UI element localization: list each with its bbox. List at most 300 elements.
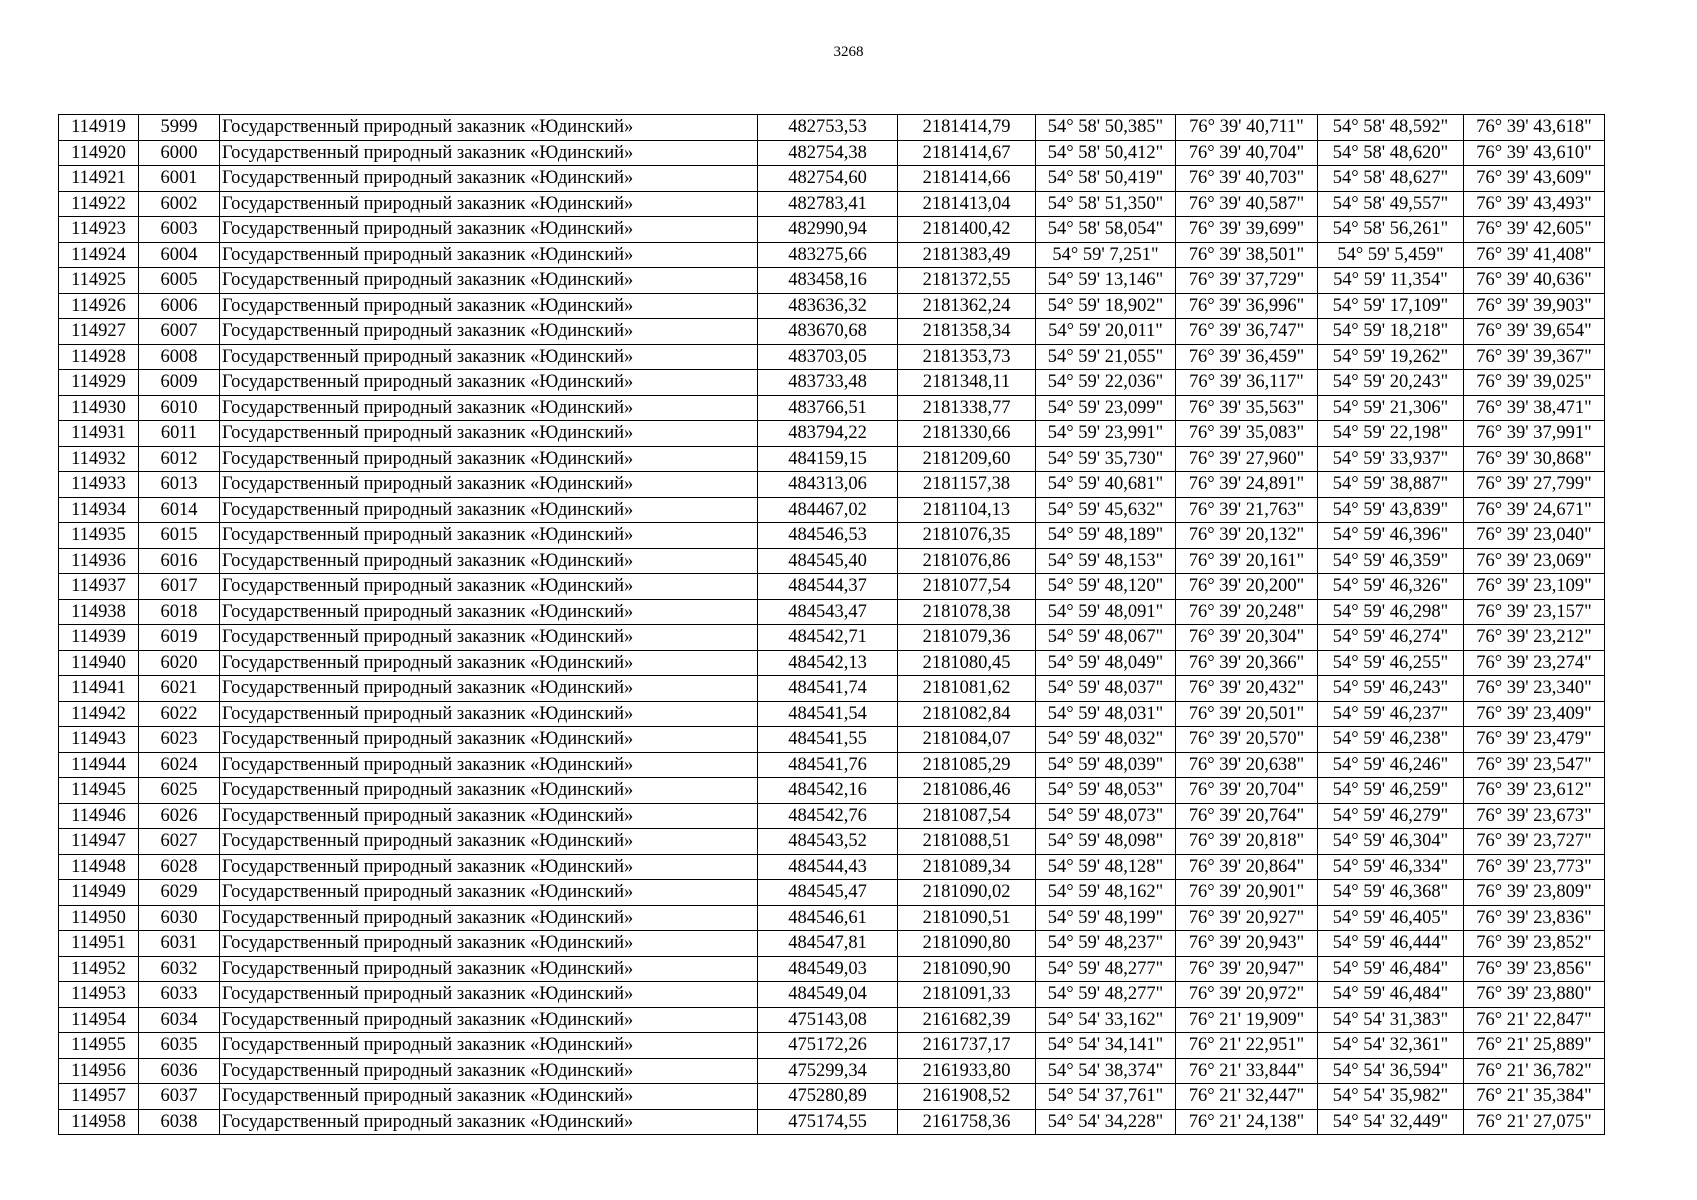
x-coordinate-cell: 484542,71 — [758, 625, 898, 651]
table-row — [59, 1109, 1605, 1135]
longitude-1-cell: 76° 39' 20,366" — [1176, 650, 1318, 676]
latitude-1-cell: 54° 59' 48,277" — [1036, 956, 1176, 982]
table-row — [59, 701, 1605, 727]
latitude-2-cell: 54° 58' 48,592" — [1318, 115, 1464, 141]
latitude-2-cell: 54° 59' 46,259" — [1318, 778, 1464, 804]
latitude-1-cell: 54° 59' 48,189" — [1036, 523, 1176, 549]
latitude-2-cell: 54° 59' 46,279" — [1318, 803, 1464, 829]
longitude-1-cell: 76° 39' 35,083" — [1176, 421, 1318, 447]
object-name-cell: Государственный природный заказник «Юдинский» — [220, 166, 758, 192]
row-number-cell: 114922 — [59, 191, 139, 217]
longitude-1-cell: 76° 39' 20,570" — [1176, 727, 1318, 753]
row-number-cell: 114945 — [59, 778, 139, 804]
y-coordinate-cell: 2181338,77 — [898, 395, 1036, 421]
y-coordinate-cell: 2161682,39 — [898, 1007, 1036, 1033]
longitude-2-cell: 76° 21' 22,847" — [1464, 1007, 1605, 1033]
longitude-2-cell: 76° 39' 23,479" — [1464, 727, 1605, 753]
table-row — [59, 217, 1605, 243]
longitude-1-cell: 76° 39' 20,972" — [1176, 982, 1318, 1008]
y-coordinate-cell: 2181090,51 — [898, 905, 1036, 931]
latitude-1-cell: 54° 59' 18,902" — [1036, 293, 1176, 319]
longitude-1-cell: 76° 39' 20,901" — [1176, 880, 1318, 906]
longitude-1-cell: 76° 39' 40,711" — [1176, 115, 1318, 141]
latitude-2-cell: 54° 59' 46,444" — [1318, 931, 1464, 957]
object-name-cell: Государственный природный заказник «Юдинский» — [220, 574, 758, 600]
latitude-1-cell: 54° 59' 13,146" — [1036, 268, 1176, 294]
latitude-1-cell: 54° 59' 23,991" — [1036, 421, 1176, 447]
row-number-cell: 114925 — [59, 268, 139, 294]
longitude-1-cell: 76° 39' 20,638" — [1176, 752, 1318, 778]
row-number-cell: 114941 — [59, 676, 139, 702]
point-number-cell: 6003 — [139, 217, 220, 243]
longitude-2-cell: 76° 39' 39,367" — [1464, 344, 1605, 370]
latitude-2-cell: 54° 58' 56,261" — [1318, 217, 1464, 243]
latitude-1-cell: 54° 59' 7,251" — [1036, 242, 1176, 268]
point-number-cell: 6023 — [139, 727, 220, 753]
object-name-cell: Государственный природный заказник «Юдинский» — [220, 931, 758, 957]
longitude-2-cell: 76° 21' 35,384" — [1464, 1084, 1605, 1110]
longitude-2-cell: 76° 39' 23,727" — [1464, 829, 1605, 855]
longitude-2-cell: 76° 39' 43,493" — [1464, 191, 1605, 217]
object-name-cell: Государственный природный заказник «Юдинский» — [220, 472, 758, 498]
longitude-1-cell: 76° 39' 20,304" — [1176, 625, 1318, 651]
y-coordinate-cell: 2181414,66 — [898, 166, 1036, 192]
row-number-cell: 114954 — [59, 1007, 139, 1033]
latitude-2-cell: 54° 59' 46,237" — [1318, 701, 1464, 727]
point-number-cell: 6017 — [139, 574, 220, 600]
latitude-2-cell: 54° 59' 46,304" — [1318, 829, 1464, 855]
longitude-2-cell: 76° 39' 37,991" — [1464, 421, 1605, 447]
latitude-1-cell: 54° 59' 48,053" — [1036, 778, 1176, 804]
longitude-2-cell: 76° 39' 23,856" — [1464, 956, 1605, 982]
point-number-cell: 6028 — [139, 854, 220, 880]
point-number-cell: 6011 — [139, 421, 220, 447]
point-number-cell: 6013 — [139, 472, 220, 498]
latitude-1-cell: 54° 59' 48,162" — [1036, 880, 1176, 906]
latitude-2-cell: 54° 59' 22,198" — [1318, 421, 1464, 447]
latitude-1-cell: 54° 58' 50,385" — [1036, 115, 1176, 141]
longitude-1-cell: 76° 39' 20,818" — [1176, 829, 1318, 855]
latitude-2-cell: 54° 58' 49,557" — [1318, 191, 1464, 217]
table-row — [59, 905, 1605, 931]
x-coordinate-cell: 484545,40 — [758, 548, 898, 574]
object-name-cell: Государственный природный заказник «Юдинский» — [220, 497, 758, 523]
object-name-cell: Государственный природный заказник «Юдинский» — [220, 523, 758, 549]
x-coordinate-cell: 484542,76 — [758, 803, 898, 829]
table-row — [59, 880, 1605, 906]
longitude-1-cell: 76° 39' 36,996" — [1176, 293, 1318, 319]
table-row — [59, 574, 1605, 600]
table-row — [59, 931, 1605, 957]
object-name-cell: Государственный природный заказник «Юдинский» — [220, 242, 758, 268]
table-row — [59, 778, 1605, 804]
latitude-1-cell: 54° 54' 33,162" — [1036, 1007, 1176, 1033]
y-coordinate-cell: 2181372,55 — [898, 268, 1036, 294]
longitude-2-cell: 76° 39' 23,773" — [1464, 854, 1605, 880]
longitude-2-cell: 76° 39' 43,618" — [1464, 115, 1605, 141]
point-number-cell: 6022 — [139, 701, 220, 727]
latitude-1-cell: 54° 59' 23,099" — [1036, 395, 1176, 421]
row-number-cell: 114946 — [59, 803, 139, 829]
latitude-2-cell: 54° 59' 18,218" — [1318, 319, 1464, 345]
longitude-2-cell: 76° 39' 23,212" — [1464, 625, 1605, 651]
x-coordinate-cell: 484544,43 — [758, 854, 898, 880]
table-row — [59, 829, 1605, 855]
object-name-cell: Государственный природный заказник «Юдинский» — [220, 548, 758, 574]
x-coordinate-cell: 475143,08 — [758, 1007, 898, 1033]
x-coordinate-cell: 482754,38 — [758, 140, 898, 166]
table-row — [59, 191, 1605, 217]
row-number-cell: 114938 — [59, 599, 139, 625]
longitude-2-cell: 76° 39' 23,673" — [1464, 803, 1605, 829]
longitude-1-cell: 76° 39' 20,132" — [1176, 523, 1318, 549]
object-name-cell: Государственный природный заказник «Юдинский» — [220, 727, 758, 753]
table-row — [59, 956, 1605, 982]
longitude-2-cell: 76° 39' 43,609" — [1464, 166, 1605, 192]
point-number-cell: 6007 — [139, 319, 220, 345]
latitude-1-cell: 54° 59' 48,098" — [1036, 829, 1176, 855]
point-number-cell: 6012 — [139, 446, 220, 472]
y-coordinate-cell: 2181358,34 — [898, 319, 1036, 345]
row-number-cell: 114920 — [59, 140, 139, 166]
table-row — [59, 242, 1605, 268]
point-number-cell: 6036 — [139, 1058, 220, 1084]
x-coordinate-cell: 483275,66 — [758, 242, 898, 268]
longitude-1-cell: 76° 39' 20,248" — [1176, 599, 1318, 625]
longitude-2-cell: 76° 21' 36,782" — [1464, 1058, 1605, 1084]
table-row — [59, 446, 1605, 472]
longitude-1-cell: 76° 39' 40,704" — [1176, 140, 1318, 166]
table-row — [59, 752, 1605, 778]
point-number-cell: 6029 — [139, 880, 220, 906]
longitude-1-cell: 76° 21' 22,951" — [1176, 1033, 1318, 1059]
object-name-cell: Государственный природный заказник «Юдинский» — [220, 1058, 758, 1084]
point-number-cell: 6014 — [139, 497, 220, 523]
latitude-1-cell: 54° 59' 48,039" — [1036, 752, 1176, 778]
latitude-1-cell: 54° 58' 50,419" — [1036, 166, 1176, 192]
y-coordinate-cell: 2181076,35 — [898, 523, 1036, 549]
page-number: 3268 — [833, 44, 864, 60]
longitude-1-cell: 76° 39' 36,747" — [1176, 319, 1318, 345]
y-coordinate-cell: 2181081,62 — [898, 676, 1036, 702]
point-number-cell: 6000 — [139, 140, 220, 166]
table-row — [59, 650, 1605, 676]
row-number-cell: 114923 — [59, 217, 139, 243]
y-coordinate-cell: 2161737,17 — [898, 1033, 1036, 1059]
latitude-2-cell: 54° 58' 48,620" — [1318, 140, 1464, 166]
y-coordinate-cell: 2181157,38 — [898, 472, 1036, 498]
point-number-cell: 6008 — [139, 344, 220, 370]
row-number-cell: 114921 — [59, 166, 139, 192]
row-number-cell: 114939 — [59, 625, 139, 651]
x-coordinate-cell: 484541,74 — [758, 676, 898, 702]
point-number-cell: 6015 — [139, 523, 220, 549]
object-name-cell: Государственный природный заказник «Юдинский» — [220, 344, 758, 370]
latitude-2-cell: 54° 59' 46,405" — [1318, 905, 1464, 931]
x-coordinate-cell: 483670,68 — [758, 319, 898, 345]
longitude-2-cell: 76° 39' 27,799" — [1464, 472, 1605, 498]
row-number-cell: 114919 — [59, 115, 139, 141]
point-number-cell: 6027 — [139, 829, 220, 855]
latitude-1-cell: 54° 54' 34,141" — [1036, 1033, 1176, 1059]
table-row — [59, 421, 1605, 447]
table-row — [59, 293, 1605, 319]
row-number-cell: 114930 — [59, 395, 139, 421]
table-row — [59, 625, 1605, 651]
latitude-2-cell: 54° 59' 46,359" — [1318, 548, 1464, 574]
latitude-2-cell: 54° 54' 35,982" — [1318, 1084, 1464, 1110]
table-row — [59, 319, 1605, 345]
x-coordinate-cell: 484542,13 — [758, 650, 898, 676]
object-name-cell: Государственный природный заказник «Юдинский» — [220, 421, 758, 447]
point-number-cell: 6018 — [139, 599, 220, 625]
y-coordinate-cell: 2181080,45 — [898, 650, 1036, 676]
row-number-cell: 114943 — [59, 727, 139, 753]
longitude-1-cell: 76° 39' 20,161" — [1176, 548, 1318, 574]
longitude-2-cell: 76° 39' 23,836" — [1464, 905, 1605, 931]
object-name-cell: Государственный природный заказник «Юдинский» — [220, 191, 758, 217]
y-coordinate-cell: 2181077,54 — [898, 574, 1036, 600]
y-coordinate-cell: 2181330,66 — [898, 421, 1036, 447]
object-name-cell: Государственный природный заказник «Юдинский» — [220, 217, 758, 243]
longitude-1-cell: 76° 39' 20,200" — [1176, 574, 1318, 600]
row-number-cell: 114944 — [59, 752, 139, 778]
latitude-1-cell: 54° 59' 35,730" — [1036, 446, 1176, 472]
object-name-cell: Государственный природный заказник «Юдинский» — [220, 829, 758, 855]
table-row — [59, 1007, 1605, 1033]
longitude-2-cell: 76° 21' 27,075" — [1464, 1109, 1605, 1135]
latitude-2-cell: 54° 59' 46,334" — [1318, 854, 1464, 880]
y-coordinate-cell: 2181414,79 — [898, 115, 1036, 141]
table-row — [59, 1033, 1605, 1059]
object-name-cell: Государственный природный заказник «Юдинский» — [220, 140, 758, 166]
longitude-2-cell: 76° 39' 39,025" — [1464, 370, 1605, 396]
object-name-cell: Государственный природный заказник «Юдинский» — [220, 370, 758, 396]
x-coordinate-cell: 475174,55 — [758, 1109, 898, 1135]
latitude-2-cell: 54° 58' 48,627" — [1318, 166, 1464, 192]
y-coordinate-cell: 2181383,49 — [898, 242, 1036, 268]
object-name-cell: Государственный природный заказник «Юдинский» — [220, 115, 758, 141]
y-coordinate-cell: 2181088,51 — [898, 829, 1036, 855]
y-coordinate-cell: 2161758,36 — [898, 1109, 1036, 1135]
object-name-cell: Государственный природный заказник «Юдинский» — [220, 880, 758, 906]
row-number-cell: 114928 — [59, 344, 139, 370]
table-row — [59, 854, 1605, 880]
latitude-2-cell: 54° 59' 46,274" — [1318, 625, 1464, 651]
row-number-cell: 114958 — [59, 1109, 139, 1135]
longitude-1-cell: 76° 39' 27,960" — [1176, 446, 1318, 472]
row-number-cell: 114929 — [59, 370, 139, 396]
latitude-1-cell: 54° 59' 48,073" — [1036, 803, 1176, 829]
longitude-1-cell: 76° 39' 36,117" — [1176, 370, 1318, 396]
x-coordinate-cell: 484545,47 — [758, 880, 898, 906]
x-coordinate-cell: 484542,16 — [758, 778, 898, 804]
longitude-2-cell: 76° 39' 23,612" — [1464, 778, 1605, 804]
x-coordinate-cell: 484543,47 — [758, 599, 898, 625]
point-number-cell: 6006 — [139, 293, 220, 319]
latitude-2-cell: 54° 54' 31,383" — [1318, 1007, 1464, 1033]
point-number-cell: 6035 — [139, 1033, 220, 1059]
latitude-2-cell: 54° 59' 38,887" — [1318, 472, 1464, 498]
longitude-2-cell: 76° 39' 23,069" — [1464, 548, 1605, 574]
longitude-2-cell: 76° 39' 30,868" — [1464, 446, 1605, 472]
latitude-2-cell: 54° 59' 11,354" — [1318, 268, 1464, 294]
latitude-1-cell: 54° 59' 20,011" — [1036, 319, 1176, 345]
y-coordinate-cell: 2181076,86 — [898, 548, 1036, 574]
x-coordinate-cell: 475299,34 — [758, 1058, 898, 1084]
longitude-2-cell: 76° 39' 39,903" — [1464, 293, 1605, 319]
table-row — [59, 344, 1605, 370]
point-number-cell: 6030 — [139, 905, 220, 931]
y-coordinate-cell: 2181362,24 — [898, 293, 1036, 319]
point-number-cell: 6025 — [139, 778, 220, 804]
longitude-1-cell: 76° 39' 20,927" — [1176, 905, 1318, 931]
row-number-cell: 114934 — [59, 497, 139, 523]
latitude-1-cell: 54° 59' 22,036" — [1036, 370, 1176, 396]
table-row — [59, 727, 1605, 753]
table-row — [59, 140, 1605, 166]
longitude-2-cell: 76° 39' 23,157" — [1464, 599, 1605, 625]
table-row — [59, 497, 1605, 523]
y-coordinate-cell: 2181079,36 — [898, 625, 1036, 651]
y-coordinate-cell: 2181209,60 — [898, 446, 1036, 472]
latitude-1-cell: 54° 59' 48,037" — [1036, 676, 1176, 702]
point-number-cell: 5999 — [139, 115, 220, 141]
latitude-2-cell: 54° 59' 20,243" — [1318, 370, 1464, 396]
x-coordinate-cell: 484313,06 — [758, 472, 898, 498]
y-coordinate-cell: 2181413,04 — [898, 191, 1036, 217]
point-number-cell: 6037 — [139, 1084, 220, 1110]
longitude-1-cell: 76° 39' 20,947" — [1176, 956, 1318, 982]
latitude-2-cell: 54° 59' 46,326" — [1318, 574, 1464, 600]
latitude-2-cell: 54° 59' 46,255" — [1318, 650, 1464, 676]
longitude-2-cell: 76° 39' 23,040" — [1464, 523, 1605, 549]
row-number-cell: 114936 — [59, 548, 139, 574]
longitude-1-cell: 76° 39' 20,943" — [1176, 931, 1318, 957]
longitude-2-cell: 76° 21' 25,889" — [1464, 1033, 1605, 1059]
point-number-cell: 6033 — [139, 982, 220, 1008]
point-number-cell: 6021 — [139, 676, 220, 702]
latitude-1-cell: 54° 59' 21,055" — [1036, 344, 1176, 370]
latitude-2-cell: 54° 59' 46,246" — [1318, 752, 1464, 778]
x-coordinate-cell: 484467,02 — [758, 497, 898, 523]
latitude-2-cell: 54° 59' 19,262" — [1318, 344, 1464, 370]
longitude-1-cell: 76° 21' 33,844" — [1176, 1058, 1318, 1084]
longitude-1-cell: 76° 21' 19,909" — [1176, 1007, 1318, 1033]
latitude-1-cell: 54° 59' 48,032" — [1036, 727, 1176, 753]
longitude-1-cell: 76° 21' 24,138" — [1176, 1109, 1318, 1135]
latitude-1-cell: 54° 59' 48,049" — [1036, 650, 1176, 676]
latitude-1-cell: 54° 59' 48,153" — [1036, 548, 1176, 574]
row-number-cell: 114957 — [59, 1084, 139, 1110]
point-number-cell: 6002 — [139, 191, 220, 217]
x-coordinate-cell: 484159,15 — [758, 446, 898, 472]
x-coordinate-cell: 483458,16 — [758, 268, 898, 294]
x-coordinate-cell: 484544,37 — [758, 574, 898, 600]
x-coordinate-cell: 484546,53 — [758, 523, 898, 549]
x-coordinate-cell: 482783,41 — [758, 191, 898, 217]
object-name-cell: Государственный природный заказник «Юдинский» — [220, 268, 758, 294]
row-number-cell: 114924 — [59, 242, 139, 268]
point-number-cell: 6016 — [139, 548, 220, 574]
latitude-1-cell: 54° 58' 51,350" — [1036, 191, 1176, 217]
table-row — [59, 676, 1605, 702]
y-coordinate-cell: 2161933,80 — [898, 1058, 1036, 1084]
table-row — [59, 115, 1605, 141]
object-name-cell: Государственный природный заказник «Юдинский» — [220, 293, 758, 319]
latitude-1-cell: 54° 54' 37,761" — [1036, 1084, 1176, 1110]
y-coordinate-cell: 2161908,52 — [898, 1084, 1036, 1110]
coordinates-table — [58, 114, 1605, 1135]
y-coordinate-cell: 2181090,80 — [898, 931, 1036, 957]
object-name-cell: Государственный природный заказник «Юдинский» — [220, 752, 758, 778]
y-coordinate-cell: 2181400,42 — [898, 217, 1036, 243]
row-number-cell: 114932 — [59, 446, 139, 472]
latitude-1-cell: 54° 59' 48,091" — [1036, 599, 1176, 625]
latitude-2-cell: 54° 59' 46,396" — [1318, 523, 1464, 549]
longitude-2-cell: 76° 39' 40,636" — [1464, 268, 1605, 294]
row-number-cell: 114940 — [59, 650, 139, 676]
object-name-cell: Государственный природный заказник «Юдинский» — [220, 701, 758, 727]
object-name-cell: Государственный природный заказник «Юдинский» — [220, 625, 758, 651]
x-coordinate-cell: 475280,89 — [758, 1084, 898, 1110]
latitude-1-cell: 54° 59' 48,067" — [1036, 625, 1176, 651]
point-number-cell: 6010 — [139, 395, 220, 421]
longitude-1-cell: 76° 39' 24,891" — [1176, 472, 1318, 498]
object-name-cell: Государственный природный заказник «Юдинский» — [220, 319, 758, 345]
latitude-2-cell: 54° 59' 43,839" — [1318, 497, 1464, 523]
object-name-cell: Государственный природный заказник «Юдинский» — [220, 1033, 758, 1059]
object-name-cell: Государственный природный заказник «Юдинский» — [220, 854, 758, 880]
latitude-1-cell: 54° 59' 48,031" — [1036, 701, 1176, 727]
row-number-cell: 114927 — [59, 319, 139, 345]
latitude-2-cell: 54° 59' 17,109" — [1318, 293, 1464, 319]
y-coordinate-cell: 2181089,34 — [898, 854, 1036, 880]
longitude-1-cell: 76° 39' 20,432" — [1176, 676, 1318, 702]
point-number-cell: 6001 — [139, 166, 220, 192]
table-row — [59, 599, 1605, 625]
table-row — [59, 395, 1605, 421]
longitude-2-cell: 76° 39' 24,671" — [1464, 497, 1605, 523]
y-coordinate-cell: 2181084,07 — [898, 727, 1036, 753]
table-row — [59, 1058, 1605, 1084]
longitude-1-cell: 76° 39' 40,703" — [1176, 166, 1318, 192]
x-coordinate-cell: 484543,52 — [758, 829, 898, 855]
y-coordinate-cell: 2181091,33 — [898, 982, 1036, 1008]
point-number-cell: 6019 — [139, 625, 220, 651]
table-row — [59, 523, 1605, 549]
table-row — [59, 982, 1605, 1008]
latitude-1-cell: 54° 59' 45,632" — [1036, 497, 1176, 523]
y-coordinate-cell: 2181090,90 — [898, 956, 1036, 982]
row-number-cell: 114947 — [59, 829, 139, 855]
point-number-cell: 6009 — [139, 370, 220, 396]
point-number-cell: 6026 — [139, 803, 220, 829]
longitude-1-cell: 76° 39' 35,563" — [1176, 395, 1318, 421]
x-coordinate-cell: 484546,61 — [758, 905, 898, 931]
row-number-cell: 114952 — [59, 956, 139, 982]
y-coordinate-cell: 2181348,11 — [898, 370, 1036, 396]
longitude-1-cell: 76° 39' 20,864" — [1176, 854, 1318, 880]
y-coordinate-cell: 2181085,29 — [898, 752, 1036, 778]
longitude-2-cell: 76° 39' 43,610" — [1464, 140, 1605, 166]
longitude-2-cell: 76° 39' 23,274" — [1464, 650, 1605, 676]
x-coordinate-cell: 482753,53 — [758, 115, 898, 141]
table-row — [59, 268, 1605, 294]
y-coordinate-cell: 2181414,67 — [898, 140, 1036, 166]
latitude-2-cell: 54° 54' 32,361" — [1318, 1033, 1464, 1059]
latitude-2-cell: 54° 54' 32,449" — [1318, 1109, 1464, 1135]
